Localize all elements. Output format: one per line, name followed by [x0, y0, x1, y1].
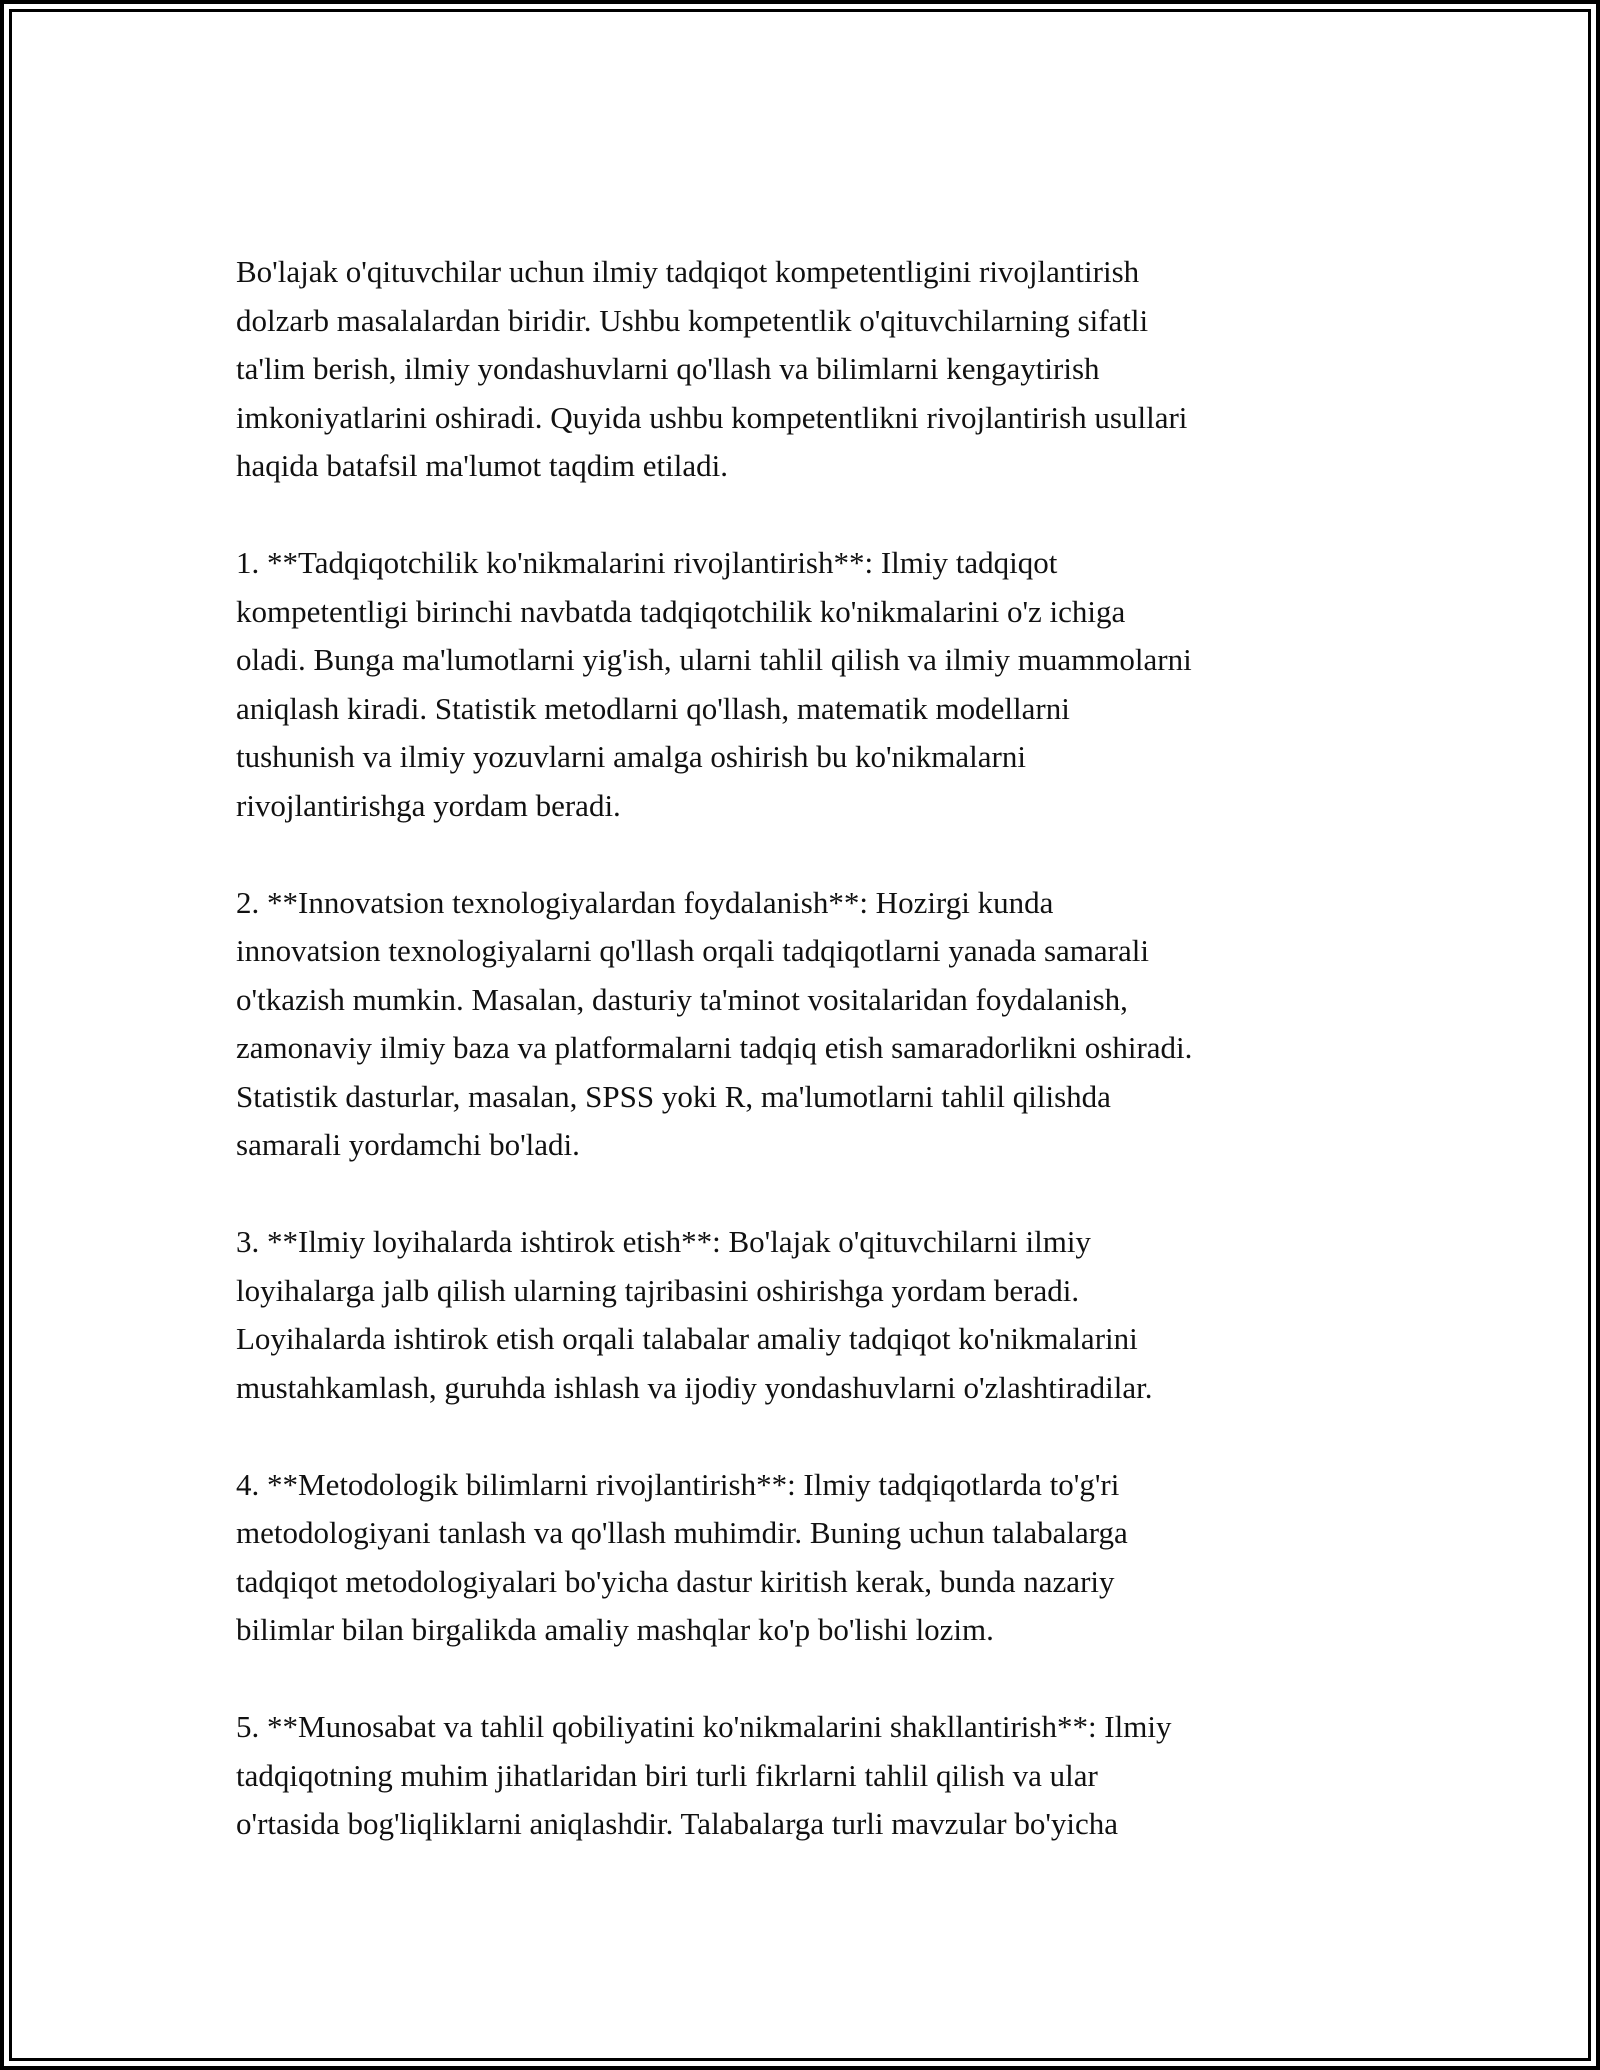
list-item-1	[236, 539, 1386, 830]
list-item-4	[236, 1461, 1386, 1655]
intro-paragraph	[236, 248, 1386, 491]
text-line: zamonaviy ilmiy baza va platformalarni tadqiq etish samaradorlikni oshiradi.	[236, 1030, 1193, 1065]
text-line: loyihalarga jalb qilish ularning tajribasini oshirishga yordam beradi.	[236, 1272, 1080, 1308]
text-line: imkoniyatlarini oshiradi. Quyida ushbu kompetentlikni rivojlantirish usullari	[236, 399, 1188, 435]
text-line: 5. **Munosabat va tahlil qobiliyatini ko'nikmalarini shakllantirish**: Ilmiy	[236, 1709, 1172, 1744]
text-line: Statistik dasturlar, masalan, SPSS yoki R, ma'lumotlarni tahlil qilishda	[236, 1078, 1111, 1114]
text-line: o'tkazish mumkin. Masalan, dasturiy ta'minot vositalaridan foydalanish,	[236, 981, 1128, 1017]
text-line: samarali yordamchi bo'ladi.	[236, 1127, 580, 1162]
text-line: oladi. Bunga ma'lumotlarni yig'ish, ularni tahlil qilish va ilmiy muammolarni	[236, 642, 1192, 677]
text-line: 2. **Innovatsion texnologiyalardan foydalanish**: Hozirgi kunda	[236, 884, 1054, 920]
list-item-5	[236, 1703, 1386, 1849]
text-line: ta'lim berish, ilmiy yondashuvlarni qo'llash va bilimlarni kengaytirish	[236, 351, 1100, 386]
text-line: aniqlash kiradi. Statistik metodlarni qo'llash, matematik modellarni	[236, 690, 1070, 726]
text-line: 3. **Ilmiy loyihalarda ishtirok etish**: Bo'lajak o'qituvchilarni ilmiy	[236, 1224, 1091, 1259]
text-line: metodologiyani tanlash va qo'llash muhimdir. Buning uchun talabalarga	[236, 1515, 1128, 1550]
text-line: tushunish va ilmiy yozuvlarni amalga oshirish bu ko'nikmalarni	[236, 739, 1026, 774]
list-item-3	[236, 1218, 1386, 1412]
text-line: Loyihalarda ishtirok etish orqali talabalar amaliy tadqiqot ko'nikmalarini	[236, 1321, 1138, 1356]
text-line: tadqiqotning muhim jihatlaridan biri turli fikrlarni tahlil qilish va ular	[236, 1757, 1098, 1793]
list-item-2	[236, 879, 1386, 1170]
text-line: innovatsion texnologiyalarni qo'llash orqali tadqiqotlarni yanada samarali	[236, 933, 1149, 968]
text-line: tadqiqot metodologiyalari bo'yicha dastur kiritish kerak, bunda nazariy	[236, 1563, 1115, 1599]
text-line: mustahkamlash, guruhda ishlash va ijodiy yondashuvlarni o'zlashtiradilar.	[236, 1369, 1153, 1405]
text-line: Bo'lajak o'qituvchilar uchun ilmiy tadqiqot kompetentligini rivojlantirish	[236, 254, 1140, 289]
text-line: o'rtasida bog'liqliklarni aniqlashdir. Talabalarga turli mavzular bo'yicha	[236, 1806, 1119, 1841]
text-line: 1. **Tadqiqotchilik ko'nikmalarini rivojlantirish**: Ilmiy tadqiqot	[236, 545, 1058, 580]
text-line: haqida batafsil ma'lumot taqdim etiladi.	[236, 448, 728, 483]
text-line: dolzarb masalalardan biridir. Ushbu kompetentlik o'qituvchilarning sifatli	[236, 302, 1149, 338]
document-body	[236, 248, 1386, 1849]
text-line: 4. **Metodologik bilimlarni rivojlantirish**: Ilmiy tadqiqotlarda to'g'ri	[236, 1466, 1120, 1502]
text-line: bilimlar bilan birgalikda amaliy mashqlar ko'p bo'lishi lozim.	[236, 1612, 994, 1647]
text-line: kompetentligi birinchi navbatda tadqiqotchilik ko'nikmalarini o'z ichiga	[236, 593, 1126, 629]
text-line: rivojlantirishga yordam beradi.	[236, 787, 621, 823]
